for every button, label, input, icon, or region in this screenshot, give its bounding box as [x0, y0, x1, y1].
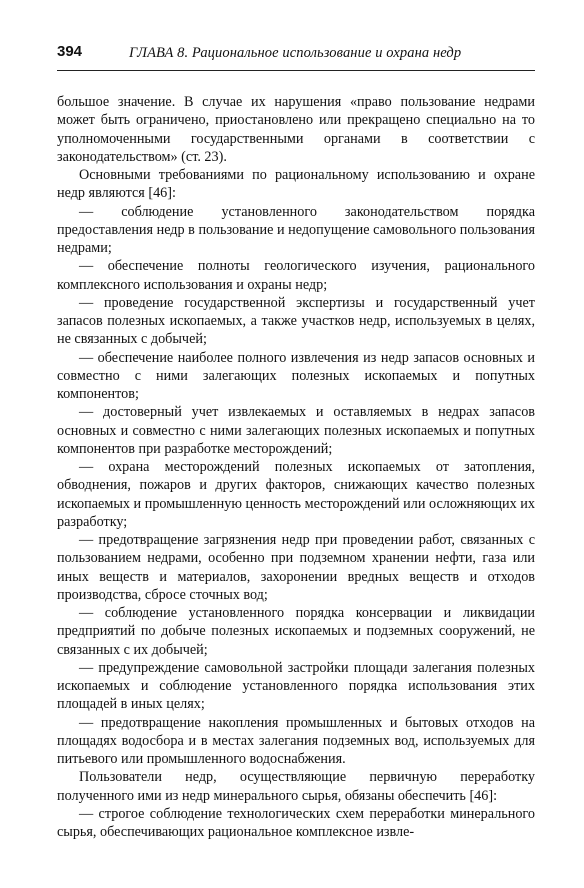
- page-number: 394: [57, 43, 83, 60]
- list-item: — обеспечение наиболее полного извлечения из недр запасов основных и совместно с ними залегающих полезных ископаемых и попутных компонентов;: [57, 349, 535, 402]
- body-text: [57, 93, 535, 841]
- list-item: — обеспечение полноты геологического изучения, рационального комплексного использования и охраны недр;: [57, 258, 535, 293]
- running-head: [57, 43, 535, 65]
- list-item: — проведение государственной экспертизы и государственный учет запасов полезных ископаемых, а также участков недр, используемых в целях, не связанных с добычей;: [57, 294, 535, 348]
- list-item: — предотвращение загрязнения недр при проведении работ, связанных с пользованием недрами, особенно при подземном хранении нефти, газа или иных веществ и материалов, захоронении вредных веществ и отходов производства, сбросе сточных вод;: [57, 532, 535, 603]
- header-divider: [57, 70, 535, 71]
- list-item: — соблюдение установленного порядка консервации и ликвидации предприятий по добыче полезных ископаемых и подземных сооружений, не связанных с их добычей;: [57, 605, 535, 658]
- paragraph-continuation: большое значение. В случае их нарушения «право пользование недрами может быть ограничено, приостановлено или прекращено специально на то уполномоченными государственными органами в соответствии с законодательством» (ст. 23).: [57, 94, 535, 165]
- list-item: — предупреждение самовольной застройки площади залегания полезных ископаемых и соблюдение установленного порядка использования этих площадей в иных целях;: [57, 659, 535, 713]
- paragraph-intro: Пользователи недр, осуществляющие первичную переработку полученного ими из недр минерального сырья, обязаны обеспечить [46]:: [57, 769, 535, 804]
- chapter-title: ГЛАВА 8. Рациональное использование и охрана недр: [129, 45, 462, 61]
- paragraph-intro: Основными требованиями по рациональному использованию и охране недр являются [46]:: [57, 167, 535, 202]
- list-item: — достоверный учет извлекаемых и оставляемых в недрах запасов основных и совместно с ними залегающих полезных ископаемых и попутных компонентов при разработке месторождений;: [57, 404, 535, 457]
- list-item: — строгое соблюдение технологических схем переработки минерального сырья, обеспечивающих рациональное комплексное извле-: [57, 805, 535, 840]
- list-item: — охрана месторождений полезных ископаемых от затопления, обводнения, пожаров и других факторов, снижающих качество полезных ископаемых и промышленную ценность месторождений или осложняющих их разработку;: [57, 459, 535, 530]
- list-item: — предотвращение накопления промышленных и бытовых отходов на площадях водосбора и в местах залегания подземных вод, используемых для питьевого или промышленного водоснабжения.: [57, 714, 535, 767]
- list-item: — соблюдение установленного законодательством порядка предоставления недр в пользование и недопущение самовольного пользования недрами;: [57, 203, 535, 256]
